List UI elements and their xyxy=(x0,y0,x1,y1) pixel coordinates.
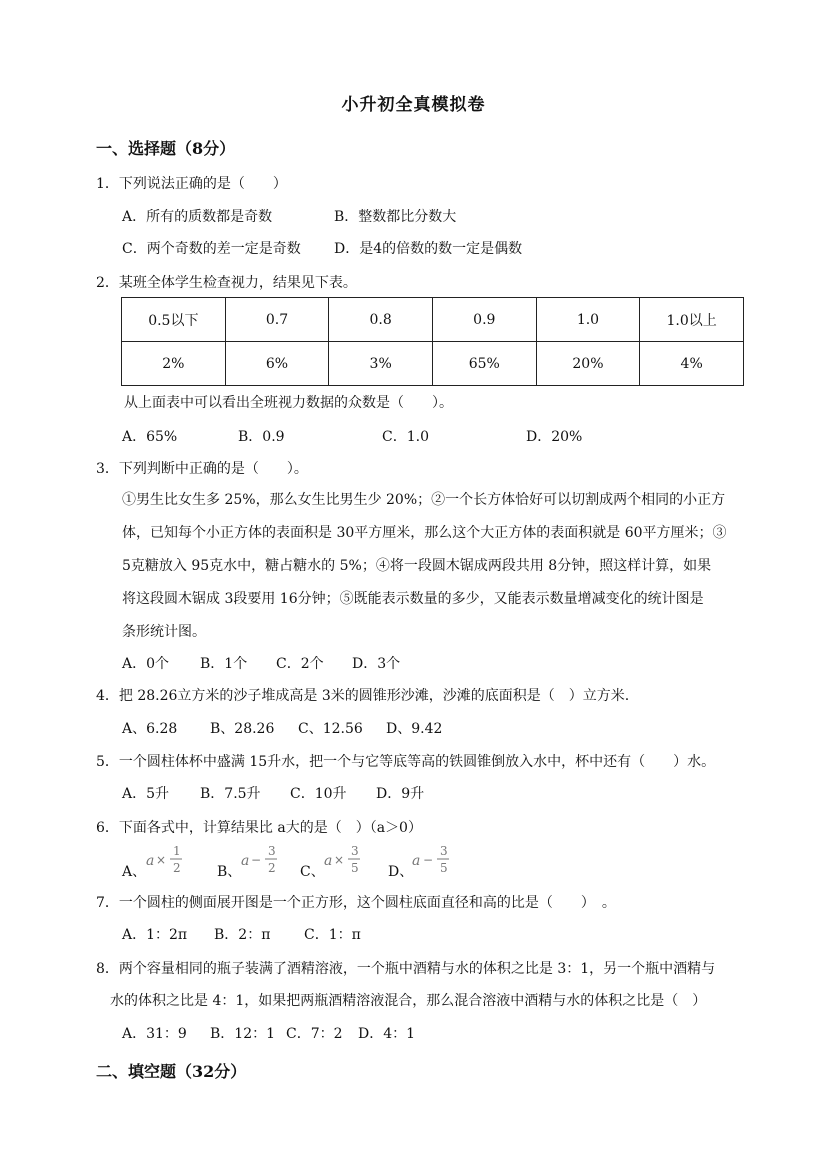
question-3-text-line: 体，已知每个小正方体的表面积是 30平方厘米，那么这个大正方体的表面积就是 60平方厘米；③ xyxy=(122,525,727,541)
question-6-option-c: C、 xyxy=(300,864,325,880)
math-expression-c xyxy=(324,842,364,876)
question-1-option-c: C．两个奇数的差一定是奇数 xyxy=(122,241,301,257)
question-3-text-line: ①男生比女生多 25%，那么女生比男生少 20%；②一个长方体恰好可以切割成两个相同的小正方 xyxy=(122,492,726,508)
svg-text:a: a xyxy=(241,853,250,869)
question-6-option-a: A、 xyxy=(122,864,147,880)
question-4-option-b: B、28.26 xyxy=(210,721,275,737)
svg-text:a: a xyxy=(324,853,333,869)
question-2-prompt: 从上面表中可以看出全班视力数据的众数是（ ）。 xyxy=(124,395,453,411)
question-2-option-d: D．20% xyxy=(526,429,583,445)
question-8-option-a: A．31：9 xyxy=(122,1026,187,1042)
question-7-option-c: C．1：π xyxy=(304,927,361,943)
question-3-text-line: 将这段圆木锯成 3段要用 16分钟；⑤既能表示数量的多少，又能表示数量增减变化的统计图是 xyxy=(122,591,704,607)
question-7-option-b: B．2：π xyxy=(214,927,271,943)
svg-text:3: 3 xyxy=(268,844,276,858)
question-8-option-c: C．7：2 xyxy=(286,1026,343,1042)
question-6-stem: 6．下面各式中，计算结果比 a大的是（ ）（a＞0） xyxy=(96,820,422,836)
table-value-cell: 20% xyxy=(536,342,640,386)
question-5-option-d: D．9升 xyxy=(376,786,425,802)
vision-table xyxy=(121,297,744,386)
question-4-option-d: D、9.42 xyxy=(386,721,443,737)
table-header-cell: 0.8 xyxy=(329,298,433,342)
svg-text:5: 5 xyxy=(351,861,359,875)
question-2-stem: 2．某班全体学生检查视力，结果见下表。 xyxy=(96,275,357,291)
question-4-stem: 4．把 28.26立方米的沙子堆成高是 3米的圆锥形沙滩，沙滩的底面积是（ ）立方米. xyxy=(96,688,630,704)
svg-text:3: 3 xyxy=(351,844,359,858)
question-8-stem-line-2: 水的体积之比是 4：1，如果把两瓶酒精溶液混合，那么混合溶液中酒精与水的体积之比是（ ） xyxy=(110,993,707,1009)
question-5-stem: 5．一个圆柱体杯中盛满 15升水，把一个与它等底等高的铁圆锥倒放入水中，杯中还有（ ）水。 xyxy=(96,754,716,770)
question-4-option-c: C、12.56 xyxy=(298,721,363,737)
table-header-cell: 1.0 xyxy=(536,298,640,342)
svg-text:−: − xyxy=(423,853,434,867)
question-8-option-d: D．4：1 xyxy=(358,1026,416,1042)
svg-text:a: a xyxy=(146,853,155,869)
table-header-cell: 0.7 xyxy=(225,298,329,342)
svg-text:2: 2 xyxy=(173,861,181,875)
question-5-option-b: B．7.5升 xyxy=(200,786,261,802)
question-3-stem: 3．下列判断中正确的是（ ）。 xyxy=(96,461,308,477)
svg-text:a: a xyxy=(412,853,421,869)
question-3-option-d: D．3个 xyxy=(352,656,401,672)
table-value-cell: 4% xyxy=(640,342,744,386)
question-7-stem: 7．一个圆柱的侧面展开图是一个正方形，这个圆柱底面直径和高的比是（ ） 。 xyxy=(96,895,616,911)
page-title: 小升初全真模拟卷 xyxy=(341,95,486,115)
svg-text:×: × xyxy=(156,853,167,867)
question-6-option-d: D、 xyxy=(388,864,414,880)
question-3-text-line: 条形统计图。 xyxy=(122,624,206,640)
question-3-option-c: C．2个 xyxy=(276,656,324,672)
question-1-stem: 1．下列说法正确的是（ ） xyxy=(96,176,287,192)
math-expression-b xyxy=(241,842,281,876)
table-value-cell: 2% xyxy=(122,342,226,386)
question-2-option-c: C．1.0 xyxy=(382,429,429,445)
question-5-option-c: C．10升 xyxy=(290,786,347,802)
table-value-cell: 6% xyxy=(225,342,329,386)
question-4-option-a: A、6.28 xyxy=(122,721,178,737)
section-heading-fill: 二、填空题（32分） xyxy=(96,1062,247,1081)
question-6-option-b: B、 xyxy=(217,864,242,880)
question-3-option-b: B．1个 xyxy=(200,656,248,672)
section-heading-choice: 一、选择题（8分） xyxy=(96,139,236,158)
question-3-text-line: 5克糖放入 95克水中，糖占糖水的 5%；④将一段圆木锯成两段共用 8分钟，照这样计算，如果 xyxy=(122,558,712,574)
table-header-cell: 0.9 xyxy=(432,298,536,342)
question-3-option-a: A．0个 xyxy=(122,656,170,672)
svg-text:2: 2 xyxy=(268,861,276,875)
math-expression-d xyxy=(412,842,454,876)
table-row xyxy=(122,298,744,342)
question-2-option-a: A．65% xyxy=(122,429,178,445)
table-value-cell: 3% xyxy=(329,342,433,386)
question-1-option-d: D．是4的倍数的数一定是偶数 xyxy=(334,241,523,257)
svg-text:×: × xyxy=(334,853,345,867)
question-1-option-b: B．整数都比分数大 xyxy=(334,209,457,225)
table-row xyxy=(122,342,744,386)
math-expression-a xyxy=(146,842,186,876)
svg-text:3: 3 xyxy=(440,844,448,858)
question-5-option-a: A．5升 xyxy=(122,786,170,802)
question-7-option-a: A．1：2π xyxy=(122,927,188,943)
svg-text:5: 5 xyxy=(440,861,448,875)
svg-text:−: − xyxy=(251,853,262,867)
table-header-cell: 0.5以下 xyxy=(122,298,226,342)
question-8-option-b: B．12：1 xyxy=(210,1026,276,1042)
table-value-cell: 65% xyxy=(432,342,536,386)
question-1-option-a: A．所有的质数都是奇数 xyxy=(122,209,273,225)
question-8-stem-line-1: 8．两个容量相同的瓶子装满了酒精溶液，一个瓶中酒精与水的体积之比是 3：1，另一个瓶中酒精与 xyxy=(96,961,716,977)
svg-text:1: 1 xyxy=(173,844,181,858)
question-2-option-b: B．0.9 xyxy=(238,429,285,445)
table-header-cell: 1.0以上 xyxy=(640,298,744,342)
